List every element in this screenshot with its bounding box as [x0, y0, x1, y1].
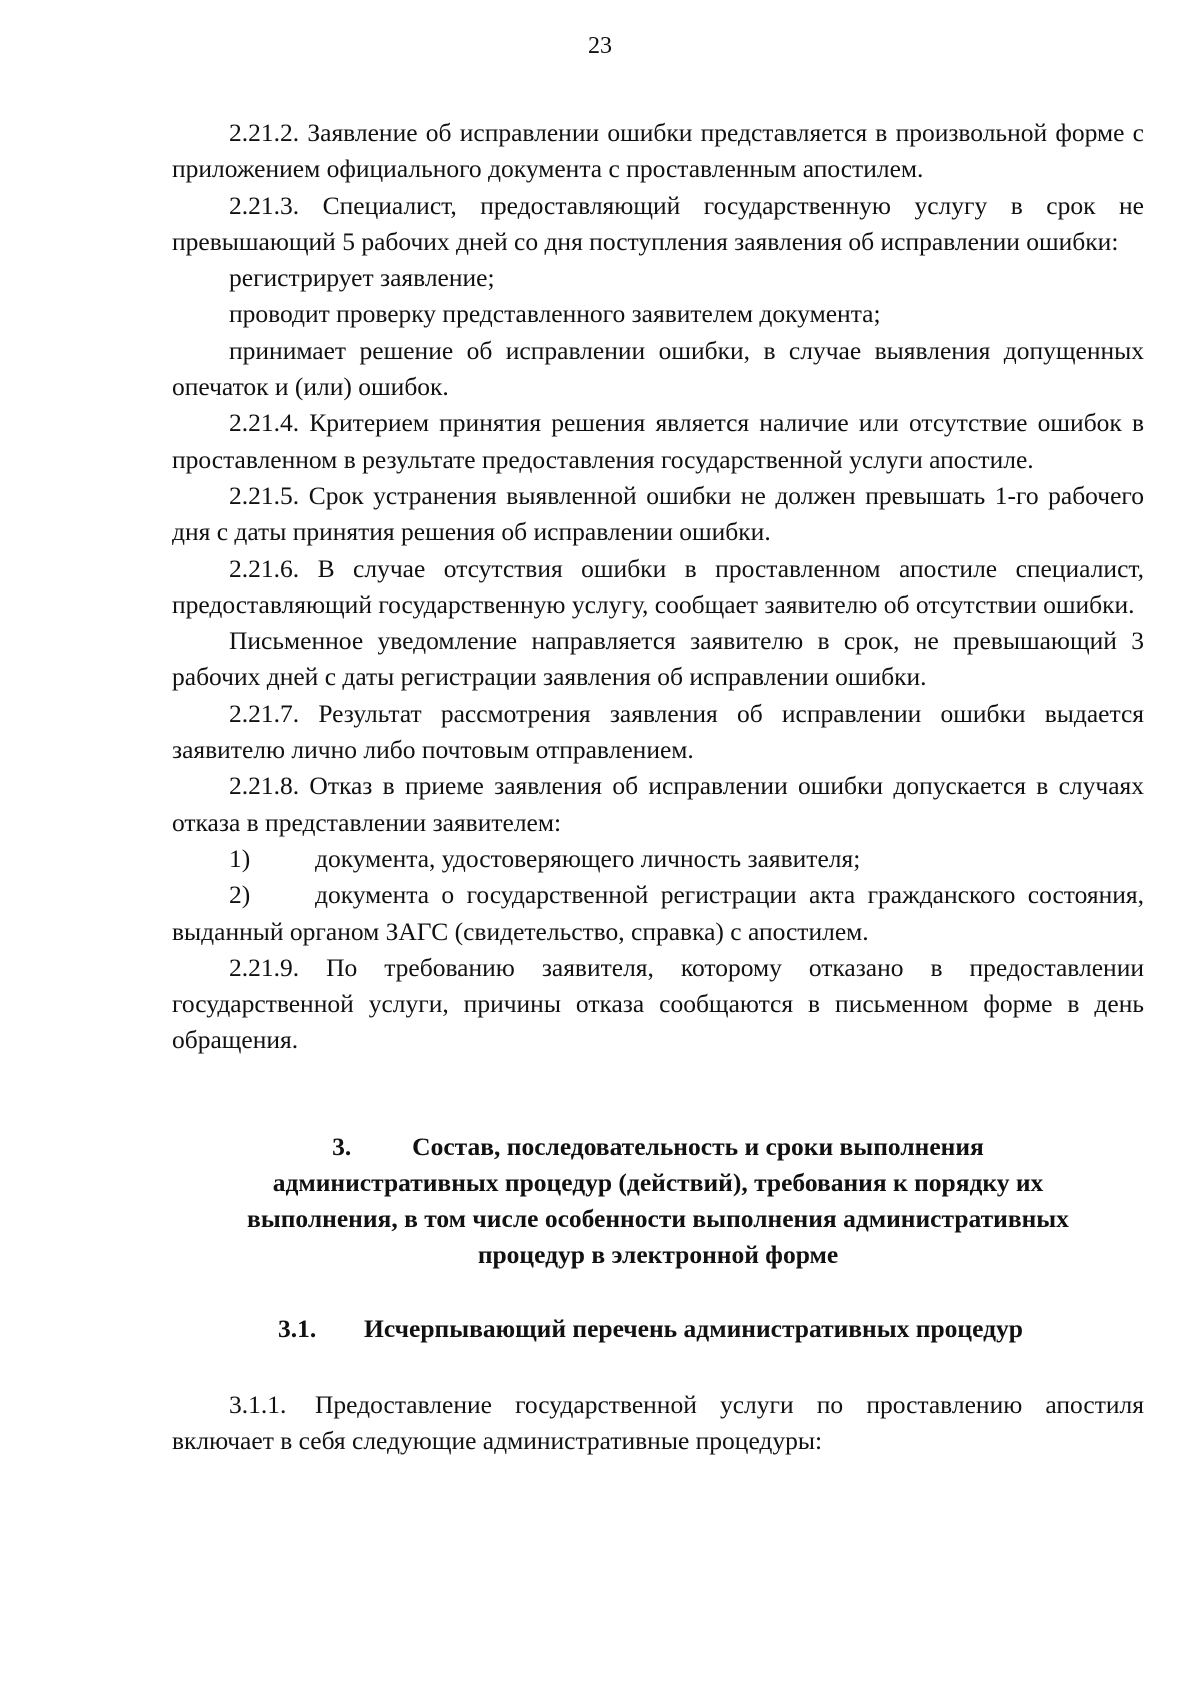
section-3-number: 3.	[332, 1131, 352, 1161]
paragraph-2-21-3: 2.21.3. Специалист, предоставляющий государственную услугу в срок не превышающий 5 рабочих дней со дня поступления заявления об исправлении ошибки:	[172, 190, 1144, 256]
paragraph-3-1-1	[172, 1387, 1144, 1460]
list-item	[172, 841, 1144, 877]
list-item-text: документа о государственной регистрации акта гражданского состояния, выданный органом ЗАГС (свидетельство, справка) с апостилем.	[172, 880, 1144, 946]
document-body	[172, 115, 1144, 1460]
list-item-number: 1)	[229, 843, 251, 873]
section-3-title-line-2: административных процедур (действий), требования к порядку их	[272, 1167, 1044, 1197]
paragraph-2-21-2: 2.21.2. Заявление об исправлении ошибки представляется в произвольной форме с приложением официального документа с проставленным апостилем.	[172, 118, 1144, 184]
section-3-heading-line	[172, 1129, 1144, 1165]
paragraph-2-21-3-decision: принимает решение об исправлении ошибки, в случае выявления допущенных опечаток и (или) ошибок.	[172, 335, 1144, 402]
paragraph-3-1-1-text: Предоставление государственной услуги по проставлению апостиля включает в себя следующие административные процедуры:	[172, 1390, 1144, 1456]
section-3-1-number: 3.1.	[278, 1313, 317, 1343]
section-3-heading	[172, 1129, 1144, 1273]
paragraph-2-21-3-check: проводит проверку представленного заявителем документа;	[229, 299, 881, 329]
paragraph-2-21-6-notice: Письменное уведомление направляется заявителю в срок, не превышающий 3 рабочих дней с даты регистрации заявления об исправлении ошибки.	[172, 626, 1144, 692]
section-3-title-line-3: выполнения, в том числе особенности выполнения административных	[247, 1203, 1069, 1233]
paragraph-2-21-6: 2.21.6. В случае отсутствия ошибки в проставленном апостиле специалист, предоставляющий государственную услугу, сообщает заявителю об отсутствии ошибки.	[172, 553, 1144, 619]
paragraph-2-21-3-register: регистрирует заявление;	[229, 263, 495, 293]
paragraph-2-21-5: 2.21.5. Срок устранения выявленной ошибки не должен превышать 1-го рабочего дня с даты принятия решения об исправлении ошибки.	[172, 480, 1144, 547]
list-item-text: документа, удостоверяющего личность заявителя;	[315, 843, 861, 873]
list-item-number: 2)	[229, 880, 251, 910]
paragraph-2-21-8: 2.21.8. Отказ в приеме заявления об исправлении ошибки допускается в случаях отказа в представлении заявителем:	[172, 771, 1144, 837]
paragraph-2-21-7: 2.21.7. Результат рассмотрения заявления об исправлении ошибки выдается заявителю лично либо почтовым отправлением.	[172, 698, 1144, 765]
section-3-1-heading	[172, 1311, 1144, 1347]
list-item	[172, 877, 1144, 950]
page-number: 23	[588, 33, 612, 59]
section-3-1-title: Исчерпывающий перечень административных процедур	[364, 1313, 1023, 1343]
paragraph-2-21-9: 2.21.9. По требованию заявителя, которому отказано в предоставлении государственной услуги, причины отказа сообщаются в письменном форме в день обращения.	[172, 952, 1144, 1055]
paragraph-3-1-1-number: 3.1.1.	[229, 1390, 287, 1420]
paragraph-2-21-4: 2.21.4. Критерием принятия решения является наличие или отсутствие ошибок в проставленном в результате предоставления государственной услуги апостиле.	[172, 408, 1144, 474]
section-3-title-line-4: процедур в электронной форме	[477, 1239, 839, 1269]
section-3-title-line-1: Состав, последовательность и сроки выполнения	[412, 1131, 984, 1161]
